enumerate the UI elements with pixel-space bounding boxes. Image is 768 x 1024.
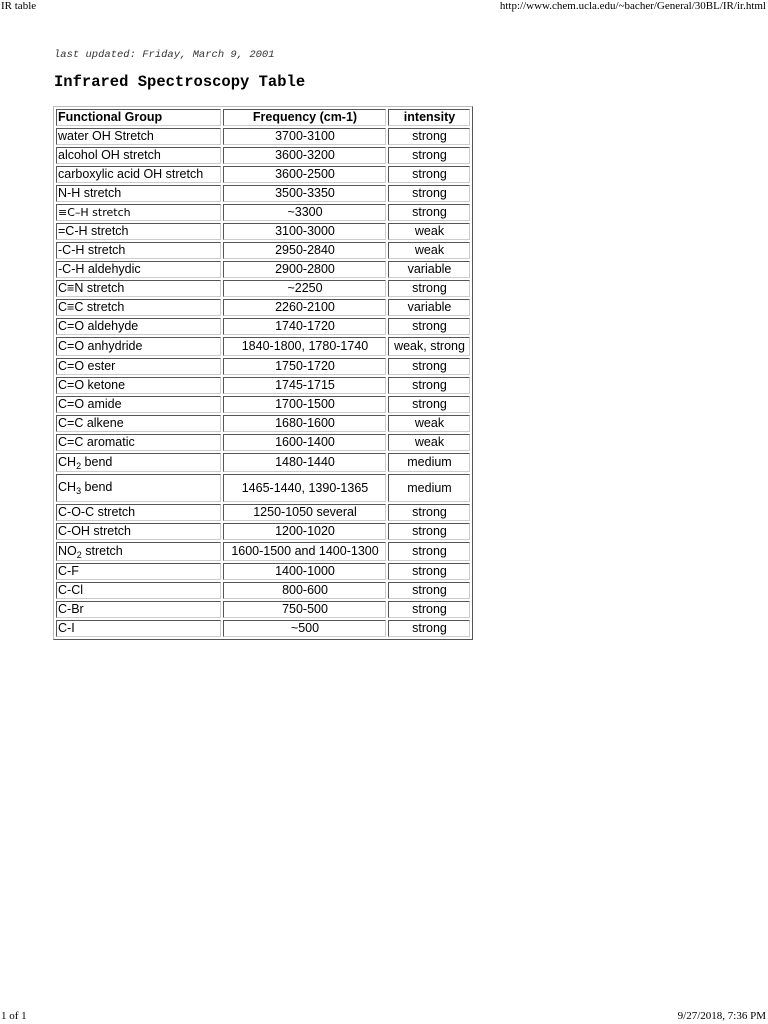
frequency-cell: 3600-2500 bbox=[223, 166, 386, 183]
functional-group-cell: C-Br bbox=[56, 601, 221, 618]
table-row bbox=[56, 582, 470, 599]
table-row bbox=[56, 620, 470, 637]
table-row bbox=[56, 318, 470, 335]
group-main-text: NO bbox=[58, 543, 77, 558]
table-row bbox=[56, 563, 470, 580]
table-row bbox=[56, 204, 470, 221]
table-row bbox=[56, 261, 470, 278]
frequency-cell: 800-600 bbox=[223, 582, 386, 599]
frequency-cell: 1840-1800, 1780-1740 bbox=[223, 337, 386, 356]
functional-group-cell: C≡C stretch bbox=[56, 299, 221, 316]
table-row bbox=[56, 128, 470, 145]
frequency-cell: 1680-1600 bbox=[223, 415, 386, 432]
table-row bbox=[56, 358, 470, 375]
subscript-text: 2 bbox=[76, 460, 82, 471]
frequency-cell: ~3300 bbox=[223, 204, 386, 221]
functional-group-cell: C-OH stretch bbox=[56, 523, 221, 540]
table-row bbox=[56, 542, 470, 561]
functional-group-cell: C≡N stretch bbox=[56, 280, 221, 297]
group-main-text: CH bbox=[58, 480, 77, 494]
frequency-cell: 1200-1020 bbox=[223, 523, 386, 540]
table-row bbox=[56, 147, 470, 164]
frequency-cell: ~2250 bbox=[223, 280, 386, 297]
frequency-cell: 1750-1720 bbox=[223, 358, 386, 375]
print-footer-page-count: 1 of 1 bbox=[1, 1010, 27, 1022]
frequency-cell: 1400-1000 bbox=[223, 563, 386, 580]
functional-group-cell: C=O aldehyde bbox=[56, 318, 221, 335]
functional-group-cell: water OH Stretch bbox=[56, 128, 221, 145]
functional-group-cell: C=O anhydride bbox=[56, 337, 221, 356]
functional-group-cell bbox=[56, 453, 221, 472]
functional-group-cell: carboxylic acid OH stretch bbox=[56, 166, 221, 183]
functional-group-cell: C-O-C stretch bbox=[56, 504, 221, 521]
ir-table bbox=[53, 106, 473, 640]
frequency-cell: 1480-1440 bbox=[223, 453, 386, 472]
functional-group-cell: C-F bbox=[56, 563, 221, 580]
functional-group-cell: C=O amide bbox=[56, 396, 221, 413]
frequency-cell: 1700-1500 bbox=[223, 396, 386, 413]
intensity-cell: weak, strong bbox=[388, 337, 470, 356]
group-rest-text: bend bbox=[81, 454, 113, 469]
functional-group-cell bbox=[56, 204, 221, 221]
intensity-cell: variable bbox=[388, 261, 470, 278]
group-rest-text: bend bbox=[81, 480, 113, 494]
intensity-cell: strong bbox=[388, 542, 470, 561]
frequency-cell: 2260-2100 bbox=[223, 299, 386, 316]
table-row bbox=[56, 523, 470, 540]
frequency-cell: 2900-2800 bbox=[223, 261, 386, 278]
functional-group-cell: N-H stretch bbox=[56, 185, 221, 202]
intensity-cell: strong bbox=[388, 318, 470, 335]
table-row bbox=[56, 337, 470, 356]
frequency-cell: 3700-3100 bbox=[223, 128, 386, 145]
intensity-cell: medium bbox=[388, 453, 470, 472]
frequency-cell: 1465-1440, 1390-1365 bbox=[223, 474, 386, 502]
table-row bbox=[56, 504, 470, 521]
table-row bbox=[56, 453, 470, 472]
group-rest-text: stretch bbox=[81, 543, 123, 558]
intensity-cell: strong bbox=[388, 582, 470, 599]
page-title: Infrared Spectroscopy Table bbox=[54, 73, 306, 91]
table-row bbox=[56, 223, 470, 240]
intensity-cell: variable bbox=[388, 299, 470, 316]
intensity-cell: strong bbox=[388, 504, 470, 521]
frequency-cell: 2950-2840 bbox=[223, 242, 386, 259]
intensity-cell: medium bbox=[388, 474, 470, 502]
table-row bbox=[56, 396, 470, 413]
table-row bbox=[56, 474, 470, 502]
subscript-text: 2 bbox=[76, 549, 82, 560]
alkyne-ch-stretch-label: ≡C–H stretch bbox=[58, 206, 131, 219]
functional-group-cell: alcohol OH stretch bbox=[56, 147, 221, 164]
functional-group-cell bbox=[56, 542, 221, 561]
table-header-row bbox=[56, 109, 470, 126]
table-row bbox=[56, 377, 470, 394]
column-header-frequency: Frequency (cm-1) bbox=[223, 109, 386, 126]
intensity-cell: weak bbox=[388, 434, 470, 451]
functional-group-cell: C-I bbox=[56, 620, 221, 637]
intensity-cell: strong bbox=[388, 620, 470, 637]
intensity-cell: weak bbox=[388, 242, 470, 259]
frequency-cell: ~500 bbox=[223, 620, 386, 637]
frequency-cell: 3600-3200 bbox=[223, 147, 386, 164]
table-row bbox=[56, 242, 470, 259]
frequency-cell: 3500-3350 bbox=[223, 185, 386, 202]
functional-group-cell: C=O ketone bbox=[56, 377, 221, 394]
intensity-cell: strong bbox=[388, 377, 470, 394]
intensity-cell: strong bbox=[388, 185, 470, 202]
frequency-cell: 750-500 bbox=[223, 601, 386, 618]
intensity-cell: strong bbox=[388, 396, 470, 413]
intensity-cell: weak bbox=[388, 223, 470, 240]
frequency-cell: 1600-1400 bbox=[223, 434, 386, 451]
group-main-text: CH bbox=[58, 454, 77, 469]
intensity-cell: strong bbox=[388, 601, 470, 618]
frequency-cell: 1745-1715 bbox=[223, 377, 386, 394]
table-row bbox=[56, 185, 470, 202]
functional-group-cell: =C-H stretch bbox=[56, 223, 221, 240]
print-header-title: IR table bbox=[1, 0, 37, 12]
table-row bbox=[56, 415, 470, 432]
functional-group-cell: -C-H stretch bbox=[56, 242, 221, 259]
intensity-cell: strong bbox=[388, 523, 470, 540]
frequency-cell: 1740-1720 bbox=[223, 318, 386, 335]
functional-group-cell: -C-H aldehydic bbox=[56, 261, 221, 278]
last-updated-note: last updated: Friday, March 9, 2001 bbox=[54, 49, 275, 61]
print-footer-timestamp: 9/27/2018, 7:36 PM bbox=[677, 1010, 766, 1022]
subscript-text: 3 bbox=[76, 486, 82, 496]
functional-group-cell bbox=[56, 474, 221, 502]
column-header-intensity: intensity bbox=[388, 109, 470, 126]
table-row bbox=[56, 166, 470, 183]
frequency-cell: 1600-1500 and 1400-1300 bbox=[223, 542, 386, 561]
frequency-cell: 1250-1050 several bbox=[223, 504, 386, 521]
intensity-cell: weak bbox=[388, 415, 470, 432]
functional-group-cell: C=C alkene bbox=[56, 415, 221, 432]
table-row bbox=[56, 434, 470, 451]
functional-group-cell: C-Cl bbox=[56, 582, 221, 599]
intensity-cell: strong bbox=[388, 147, 470, 164]
intensity-cell: strong bbox=[388, 358, 470, 375]
frequency-cell: 3100-3000 bbox=[223, 223, 386, 240]
intensity-cell: strong bbox=[388, 280, 470, 297]
table-row bbox=[56, 601, 470, 618]
table-row bbox=[56, 299, 470, 316]
print-header-url: http://www.chem.ucla.edu/~bacher/General/30BL/IR/ir.html bbox=[499, 0, 766, 12]
intensity-cell: strong bbox=[388, 166, 470, 183]
intensity-cell: strong bbox=[388, 204, 470, 221]
column-header-functional-group: Functional Group bbox=[56, 109, 221, 126]
functional-group-cell: C=O ester bbox=[56, 358, 221, 375]
intensity-cell: strong bbox=[388, 128, 470, 145]
table-row bbox=[56, 280, 470, 297]
intensity-cell: strong bbox=[388, 563, 470, 580]
functional-group-cell: C=C aromatic bbox=[56, 434, 221, 451]
